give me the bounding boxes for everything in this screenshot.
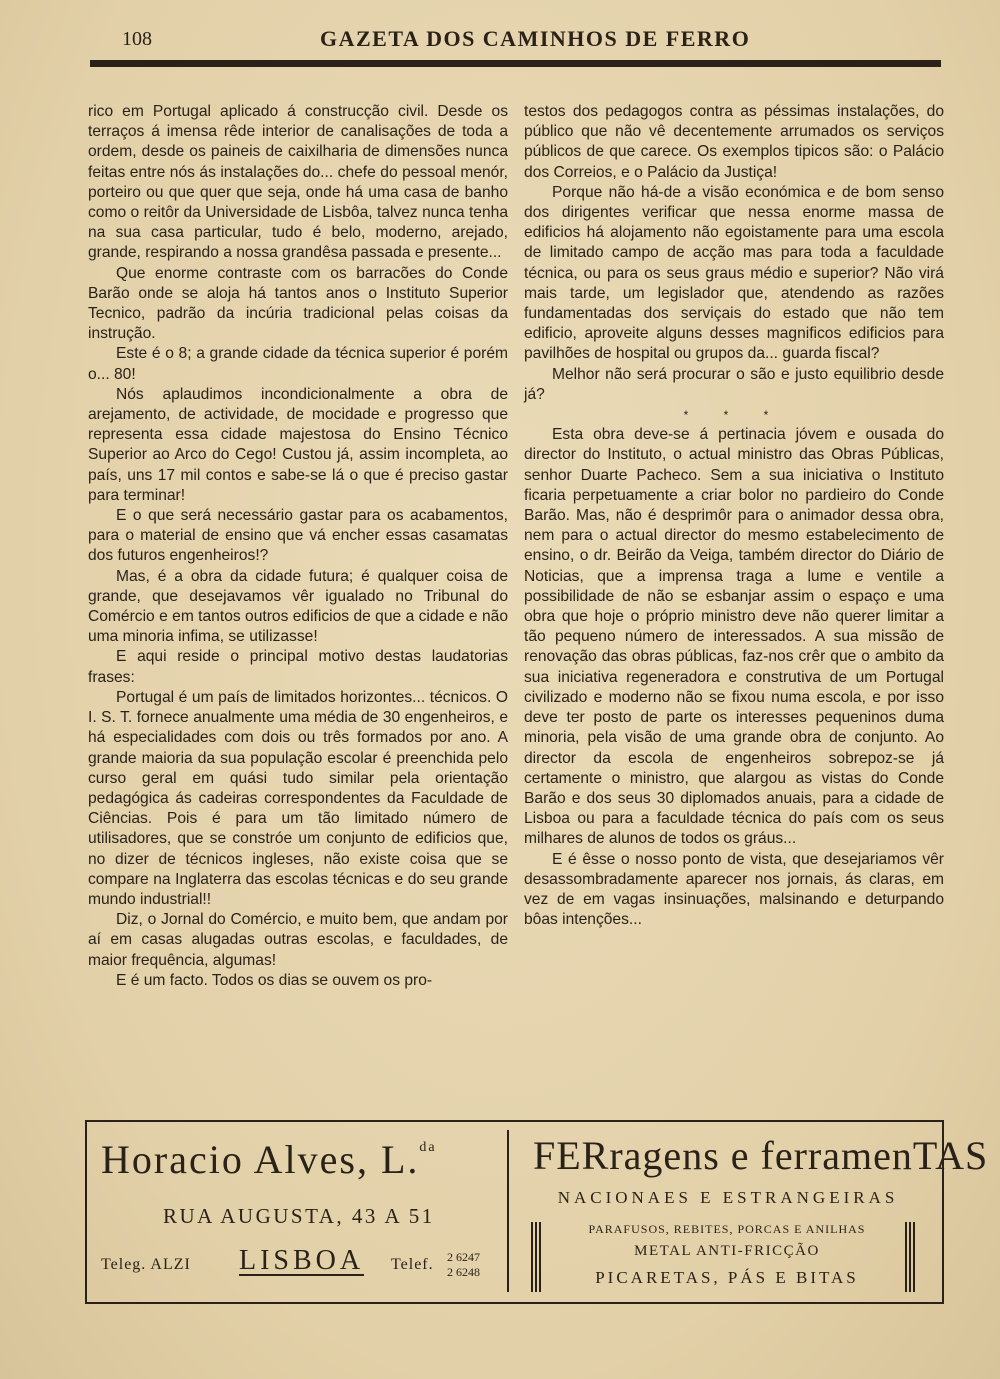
ad-telephone-label: Telef. — [391, 1256, 434, 1273]
paragraph: Nós aplaudimos incondicionalmente a obra de arejamento, de actividade, de mocidade e progresso que representa essa cidade majestosa do Ensino Técnico Superior ao Arco do Cego! Custou já, assim incompleta, ao país, uns 17 mil contos e sabe-se lá o que é preciso gastar para terminar! — [88, 385, 508, 504]
paragraph: Esta obra deve-se á pertinacia jóvem e ousada do director do Instituto, o actual ministro das Obras Públicas, senhor Duarte Pacheco. Sem a sua iniciativa o Instituto ficaria perpetuamente a criar bolor no pardieiro do Conde Barão. Mas, não é desprimôr para o animador dessa obra, nem para o actual director do mesmo estabelecimento de ensino, o dr. Beirão da Veiga, também director do Diário de Noticias, que a imprensa traga a lume e ventile a possibilidade de não se esbanjar assim o espaço e uma obra que hoje o próprio ministro deve não querer limitar a tão pequeno número de interessados. A sua missão de renovação das obras públicas, faz-nos crêr que o ambito da sua iniciativa regeneradora e construtiva de um Portugal civilizado e moderno não se fixou numa escola, e por isso deve ter posto de parte os interesses pequeninos duma minoria, pela visão de uma grande obra de conjunto. Ao director da escola de engenheiros sobrepoz-se já certamente o ministro, que alargou as vistas do Conde Barão e dos seus 30 diplomados anuais, para a cidade de Lisboa ou para a faculdade técnica do país com os seus milhares de alunos de todos os gráus... — [524, 426, 944, 848]
paragraph: E é êsse o nosso ponto de vista, que desejariamos vêr desassombradamente aparecer nos jornais, ás claras, em vez de em vagas insinuações, malsinando e deturpando bôas intenções... — [524, 850, 944, 929]
paragraph: rico em Portugal aplicado á construcção civil. Desde os terraços á imensa rêde interior de canalisações de toda a ordem, desde os paineis de caixilharia de dimensões nunca feitas entre nós ás instalações do... chefe do pessoal menór, porteiro ou que quer que seja, onde há uma casa de banho como o reitôr da Universidade de Lisbôa, talvez nunca tenha na sua casa particular, tudo é belo, moderno, arejado, grande, respirando a nossa grandêsa passada e presente... — [88, 103, 508, 262]
advertisement-box — [85, 1120, 989, 1304]
ad-phone-1: 2 6247 — [447, 1250, 480, 1264]
ad-phone-2: 2 6248 — [447, 1265, 480, 1279]
header-rule — [90, 60, 941, 67]
ad-product-list — [557, 1220, 897, 1292]
running-title: GAZETA DOS CAMINHOS DE FERRO — [320, 26, 751, 51]
left-column — [88, 102, 508, 991]
ad-subheadline: NACIONAES E ESTRANGEIRAS — [557, 1188, 899, 1207]
ad-telegraph: Teleg. ALZI — [101, 1256, 191, 1273]
ad-phone-numbers — [447, 1250, 480, 1280]
paragraph: testos dos pedagogos contra as péssimas instalações, do público que não vê decentemente arrumados os serviços públicos de que carece. Os exemplos tipicos são: o Palácio dos Correios, e o Palácio da Justiça! — [524, 103, 944, 181]
ad-decorative-bar — [905, 1222, 915, 1292]
section-ornament: * * * — [683, 408, 785, 423]
page-number: 108 — [122, 28, 152, 50]
ad-company-name — [101, 1136, 437, 1183]
ad-address: RUA AUGUSTA, 43 A 51 — [163, 1204, 435, 1228]
paragraph: Diz, o Jornal do Comércio, e muito bem, que andam por aí em casas alugadas outras escolas, e faculdades, de maior frequência, algumas! — [88, 911, 508, 969]
ad-city: LISBOA — [239, 1245, 365, 1276]
ad-product-line: METAL ANTI-FRICÇÃO — [634, 1243, 820, 1259]
ad-company-text: Horacio Alves, L. — [101, 1137, 420, 1182]
ad-product-line: PICARETAS, PÁS E BITAS — [595, 1268, 859, 1287]
page-header — [90, 22, 940, 58]
paragraph: Este é o 8; a grande cidade da técnica superior é porém o... 80! — [88, 345, 508, 383]
ad-company-suffix: da — [419, 1140, 437, 1155]
paragraph: E o que será necessário gastar para os acabamentos, para o material de ensino que vá encher essas casamatas dos futuros engenheiros!? — [88, 507, 508, 565]
ad-headline: FERragens e ferramenTAS — [533, 1133, 989, 1178]
paragraph: E é um facto. Todos os dias se ouvem os pro- — [116, 971, 433, 989]
paragraph: Portugal é um país de limitados horizontes... técnicos. O I. S. T. fornece anualmente uma média de 30 engenheiros, e há especialidades com dois ou três formados por ano. A grande maioria da sua população escolar é preenchida pelo curso geral em quási tudo similar pela orientação pedagógica ás cadeiras correspondentes da Faculdade de Ciências. Pois é para um tão limitado número de utilisadores, que se constróe um conjunto de edificios que, no dizer de técnicos ingleses, não existe coisa que se compare na Inglaterra das escolas técnicas e do seu grande mundo industrial!! — [88, 688, 508, 908]
paragraph: E aqui reside o principal motivo destas laudatorias frases: — [88, 648, 508, 686]
ad-product-line: PARAFUSOS, REBITES, PORCAS E ANILHAS — [588, 1222, 866, 1236]
paragraph: Porque não há-de a visão económica e de bom senso dos dirigentes verificar que nessa enorme massa de edificios há alojamento não egoistamente para uma escola de limitado campo de acção mas para toda a faculdade técnica, ou para os seus graus médio e superior? Não virá mais tarde, um legislador que, atendendo as razões fundamentadas dos serviçais do estado que não tem edificio, aproveite alguns desses magnificos edificios para pavilhões de hospital ou grupos da... guarda fiscal? — [524, 183, 944, 363]
paragraph: Mas, é a obra da cidade futura; é qualquer coisa de grande, que desejavamos vêr igualado no Tribunal do Comércio e em tantos outros edificios de que a cidade e não uma minoria infima, se utilizasse! — [88, 567, 508, 646]
paragraph: Melhor não será procurar o são e justo equilibrio desde já? — [524, 365, 944, 403]
ad-divider — [507, 1130, 509, 1292]
ad-decorative-bar — [531, 1222, 541, 1292]
right-column — [524, 102, 944, 930]
paragraph: Que enorme contraste com os barracões do Conde Barão onde se aloja há tantos anos o Instituto Superior Tecnico, padrão da incúria tradicional pelas coisas da instrução. — [88, 264, 508, 343]
